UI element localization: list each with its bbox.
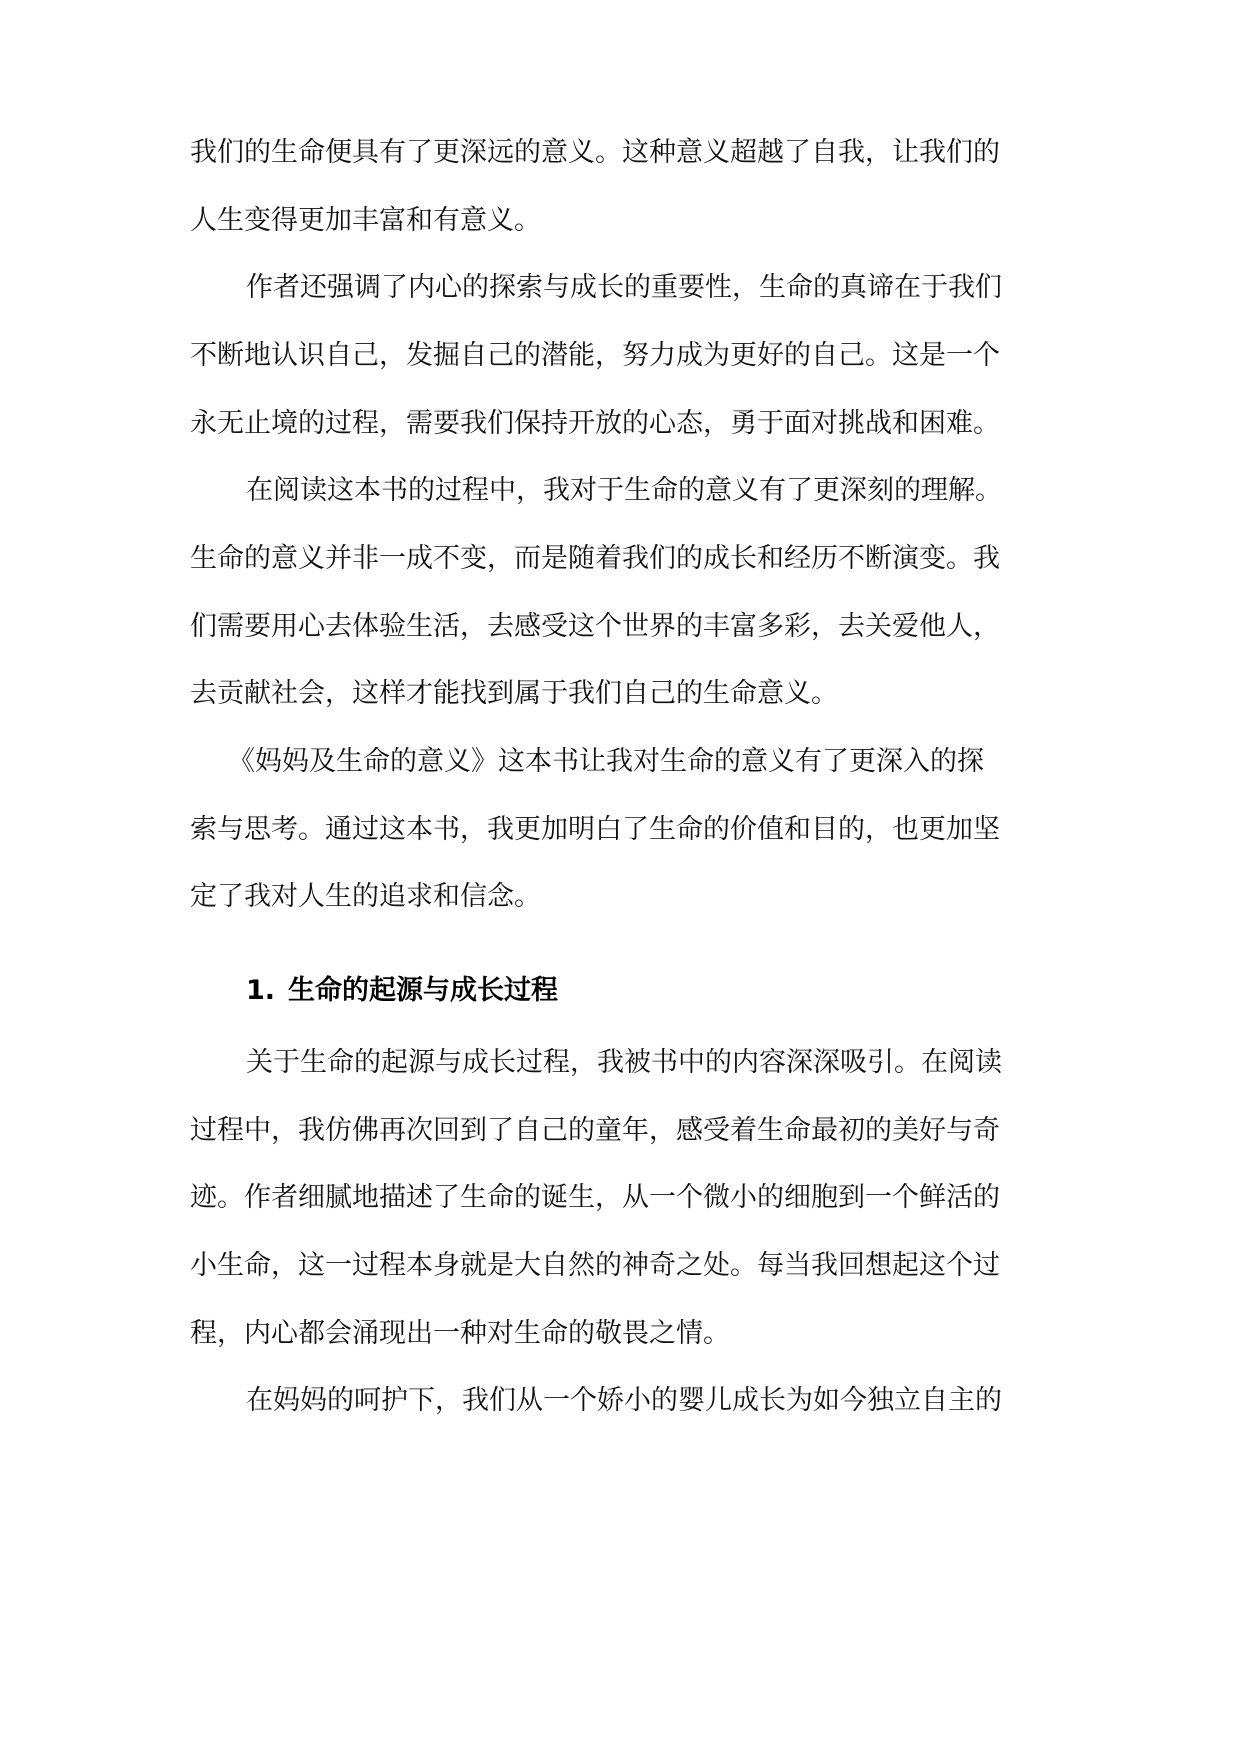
text-line: 人生变得更加丰富和有意义。	[190, 205, 541, 236]
text-line: 生命的意义并非一成不变，而是随着我们的成长和经历不断演变。我	[190, 543, 1000, 574]
text-line: 程，内心都会涌现出一种对生命的敬畏之情。	[190, 1318, 730, 1349]
text-line: 不断地认识自己，发掘自己的潜能，努力成为更好的自己。这是一个	[190, 340, 1000, 371]
section-number: 1.	[246, 975, 276, 1006]
text-line: 永无止境的过程，需要我们保持开放的心态，勇于面对挑战和困难。	[190, 408, 1000, 439]
paragraph-first-line: 在妈妈的呵护下，我们从一个娇小的婴儿成长为如今独立自主的	[246, 1385, 1002, 1416]
paragraph-first-line: 在阅读这本书的过程中，我对于生命的意义有了更深刻的理解。	[246, 475, 1002, 506]
paragraph-first-line: 《妈妈及生命的意义》这本书让我对生命的意义有了更深入的探	[228, 746, 984, 777]
text-line: 们需要用心去体验生活，去感受这个世界的丰富多彩，去关爱他人，	[190, 611, 1000, 642]
paragraph-first-line: 关于生命的起源与成长过程，我被书中的内容深深吸引。在阅读	[246, 1047, 1002, 1078]
section-title: 生命的起源与成长过程	[288, 975, 558, 1006]
text-line: 去贡献社会，这样才能找到属于我们自己的生命意义。	[190, 678, 838, 709]
paragraph-first-line: 作者还强调了内心的探索与成长的重要性，生命的真谛在于我们	[246, 272, 1002, 303]
text-line: 索与思考。通过这本书，我更加明白了生命的价值和目的，也更加坚	[190, 814, 1000, 845]
text-line: 迹。作者细腻地描述了生命的诞生，从一个微小的细胞到一个鲜活的	[190, 1182, 1000, 1213]
section-heading	[246, 971, 1046, 1011]
text-line: 定了我对人生的追求和信念。	[190, 881, 541, 912]
text-line: 过程中，我仿佛再次回到了自己的童年，感受着生命最初的美好与奇	[190, 1115, 1000, 1146]
text-line: 我们的生命便具有了更深远的意义。这种意义超越了自我，让我们的	[190, 137, 1000, 168]
text-line: 小生命，这一过程本身就是大自然的神奇之处。每当我回想起这个过	[190, 1250, 1000, 1281]
